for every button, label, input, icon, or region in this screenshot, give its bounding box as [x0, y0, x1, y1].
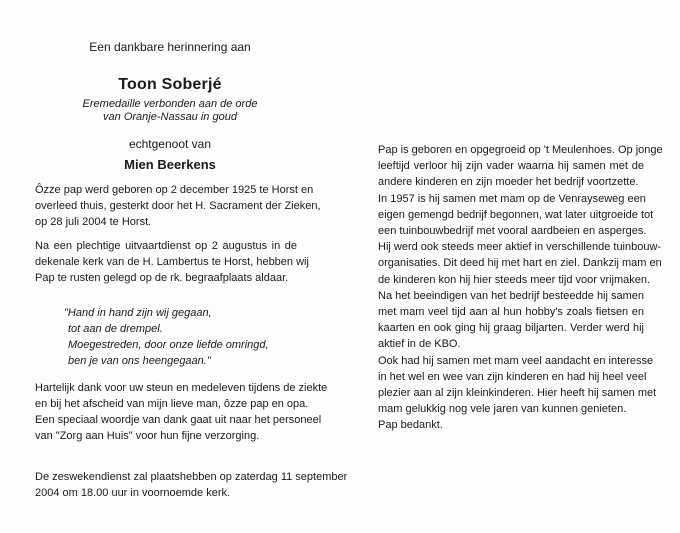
poem	[64, 305, 269, 369]
text-line: in het wel en wee van zijn kinderen en had hij heel veel	[378, 370, 647, 383]
text-line: een tuinbouwbedrijf met vooral aardbeien en asperges.	[378, 225, 647, 238]
text-line: leeftijd verloor hij zijn vader waarna hij samen met de	[378, 160, 644, 173]
text-line: organisaties. Dit deed hij met hart en ziel. Dankzij mam en	[378, 257, 662, 270]
text-line: Pap te rusten gelegd op de rk. begraafplaats aldaar.	[35, 271, 289, 284]
biography-text	[378, 142, 663, 434]
poem-line: "Hand in hand zijn wij gegaan,	[64, 307, 212, 319]
text-line: Na een plechtige uitvaartdienst op 2 augustus in de	[35, 240, 297, 252]
thanks-paragraph	[35, 381, 328, 445]
poem-line: tot aan de drempel.	[68, 323, 163, 335]
honor-line: Eremedaille verbonden aan de orde	[82, 98, 258, 110]
intro-text: Een dankbare herinnering aan	[89, 40, 251, 54]
text-line: Ook had hij samen met mam veel aandacht en interesse	[378, 354, 654, 367]
birth-death-paragraph	[35, 183, 321, 231]
text-line: 2004 om 18.00 uur in voornoemde kerk.	[35, 486, 231, 499]
text-line: Pap bedankt.	[378, 419, 443, 432]
text-line: Hartelijk dank voor uw steun en medeleven tijdens de ziekte	[35, 382, 328, 394]
text-line: dekenale kerk van de H. Lambertus te Horst, hebben wij	[35, 255, 309, 268]
text-line: de kinderen kon hij hier steeds meer tijd voor vrijmaken.	[378, 273, 651, 286]
text-line: mam gelukkig nog vele jaren van kunnen genieten.	[378, 403, 627, 416]
text-line: aktief in de KBO.	[378, 338, 461, 351]
spouse-label: echtgenoot van	[128, 137, 212, 151]
text-line: andere kinderen en zijn moeder het bedrijf voortzette.	[378, 176, 639, 189]
spouse-name: Mien Beerkens	[124, 157, 216, 172]
honor-text	[0, 98, 340, 124]
poem-line: Moegestreden, door onze liefde omringd,	[68, 339, 269, 351]
funeral-paragraph	[35, 239, 309, 287]
text-line: De zeswekendienst zal plaatshebben op zaterdag 11 september	[35, 471, 348, 483]
honor-line: van Oranje-Nassau in goud	[103, 111, 237, 123]
deceased-name: Toon Soberjé	[118, 76, 222, 93]
text-line: Na het beeindigen van het bedrijf besteedde hij samen	[378, 289, 645, 302]
text-line: en bij het afscheid van mijn lieve man, ôzze pap en opa.	[35, 397, 309, 410]
text-line: op 28 juli 2004 te Horst.	[35, 215, 152, 228]
text-line: Ôzze pap werd geboren op 2 december 1925 te Horst en	[35, 184, 314, 196]
text-line: overleed thuis, gesterkt door het H. Sacrament der Zieken,	[35, 199, 321, 212]
poem-line: ben je van ons heengegaan."	[68, 355, 211, 367]
text-line: met mam veel tijd aan al hun hobby's zoals fietsen en	[378, 306, 644, 319]
text-line: Een speciaal woordje van dank gaat uit naar het personeel	[35, 413, 322, 426]
text-line: Hij werd ook steeds meer aktief in verschillende tuinbouw-	[378, 241, 662, 254]
text-line: kaarten en ook ging hij graag biljarten. Verder werd hij	[378, 322, 644, 335]
text-line: Pap is geboren en opgegroeid op 't Meulenhoes. Op jonge	[378, 144, 663, 156]
memorial-service-paragraph	[35, 470, 348, 502]
text-line: van "Zorg aan Huis" voor hun fijne verzorging.	[35, 429, 260, 442]
text-line: plezier aan al zijn kleinkinderen. Hier heeft hij samen met	[378, 387, 657, 400]
text-line: eigen gemengd bedrijf begonnen, wat later uitgroeide tot	[378, 208, 654, 221]
text-line: In 1957 is hij samen met mam op de Venrayseweg een	[378, 192, 646, 205]
